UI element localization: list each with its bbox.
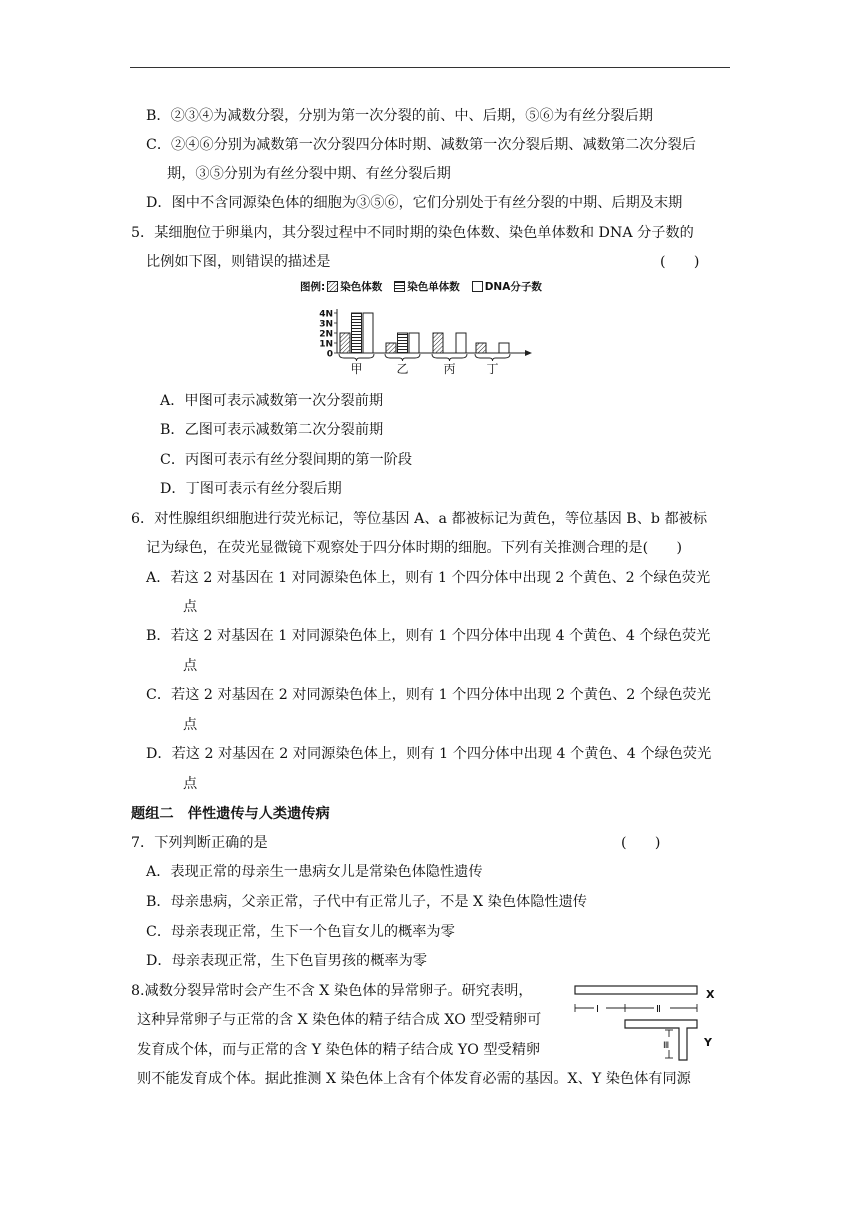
y-tick-label: 3N xyxy=(319,319,333,330)
q4-option-c-line1: C．②④⑥分别为减数第一次分裂四分体时期、减数第一次分裂后期、减数第二次分裂后 xyxy=(146,137,696,153)
q5-answer-blank: ( ) xyxy=(660,254,700,270)
header-rule xyxy=(130,67,730,68)
category-label: 甲 xyxy=(350,362,363,376)
bar xyxy=(352,313,362,353)
q7-stem: 7．下列判断正确的是 xyxy=(131,835,268,851)
y-label: Y xyxy=(704,1036,712,1049)
bar xyxy=(409,333,419,353)
chart-legend xyxy=(300,279,542,294)
q8-line2: 这种异常卵子与正常的含 X 染色体的精子结合成 XO 型受精卵可 xyxy=(137,1012,542,1028)
q4-option-c-line2: 期，③⑤分别为有丝分裂中期、有丝分裂后期 xyxy=(167,166,451,182)
segment-3-label: Ⅲ xyxy=(663,1041,670,1051)
q8-line1: 8.减数分裂异常时会产生不含 X 染色体的异常卵子。研究表明， xyxy=(131,983,533,999)
legend-swatch-chromosome xyxy=(327,281,338,292)
q4-option-d: D．图中不含同源染色体的细胞为③⑤⑥，它们分别处于有丝分裂的中期、后期及末期 xyxy=(146,195,683,211)
segment-1-label: Ⅰ xyxy=(596,1004,599,1015)
y-tick-label: 4N xyxy=(319,309,333,320)
legend-label-chromatid: 染色单体数 xyxy=(407,281,460,293)
q7-option-b: B．母亲患病，父亲正常，子代中有正常儿子，不是 X 染色体隐性遗传 xyxy=(146,894,587,910)
q6-option-c-line1: C．若这 2 对基因在 2 对同源染色体上，则有 1 个四分体中出现 2 个黄色、2 个绿色荧光 xyxy=(146,687,711,703)
legend-label-chromosome: 染色体数 xyxy=(340,281,383,293)
bar xyxy=(363,313,373,353)
q6-option-a-line1: A．若这 2 对基因在 1 对同源染色体上，则有 1 个四分体中出现 2 个黄色、2 个绿色荧光 xyxy=(146,570,711,586)
q4-option-b: B．②③④为减数分裂，分别为第一次分裂的前、中、后期，⑤⑥为有丝分裂后期 xyxy=(146,108,653,124)
x-label: X xyxy=(706,988,715,1001)
legend-swatch-chromatid xyxy=(394,281,405,292)
q8-line3: 发育成个体，而与正常的含 Y 染色体的精子结合成 YO 型受精卵 xyxy=(137,1042,541,1058)
category-brace xyxy=(339,354,374,361)
q7-option-c: C．母亲表现正常，生下一个色盲女儿的概率为零 xyxy=(146,924,455,940)
y-tick-label: 0 xyxy=(326,349,333,360)
category-label: 丙 xyxy=(443,362,456,376)
bar xyxy=(386,343,396,353)
legend-swatch-dna xyxy=(472,281,483,292)
x-axis-arrow xyxy=(525,350,532,356)
legend-label-dna: DNA分子数 xyxy=(484,281,542,293)
bar xyxy=(476,343,486,353)
ratio-bar-chart xyxy=(310,300,540,378)
q6-option-b-line2: 点 xyxy=(183,658,198,674)
q7-answer-blank: ( ) xyxy=(621,835,661,851)
category-brace xyxy=(385,354,420,361)
category-label: 丁 xyxy=(486,362,499,376)
q5-option-b: B．乙图可表示减数第二次分裂前期 xyxy=(160,422,384,438)
category-brace xyxy=(475,354,510,361)
q6-option-d-line1: D．若这 2 对基因在 2 对同源染色体上，则有 1 个四分体中出现 4 个黄色、4 个绿色荧光 xyxy=(146,746,712,762)
bar xyxy=(433,333,443,353)
x-chromosome-bar xyxy=(575,986,697,994)
q6-option-d-line2: 点 xyxy=(183,776,198,792)
q6-option-a-line2: 点 xyxy=(183,599,198,615)
xy-chromosome-diagram xyxy=(570,978,730,1062)
q5-stem-line1: 5．某细胞位于卵巢内，其分裂过程中不同时期的染色体数、染色单体数和 DNA 分子数的 xyxy=(131,225,694,241)
legend-prefix: 图例: xyxy=(300,281,326,293)
bar xyxy=(340,333,350,353)
q6-option-c-line2: 点 xyxy=(183,717,198,733)
bar xyxy=(456,333,466,353)
y-tick-label: 1N xyxy=(319,339,333,350)
q5-option-c: C．丙图可表示有丝分裂间期的第一阶段 xyxy=(160,452,413,468)
q7-option-d: D．母亲表现正常，生下色盲男孩的概率为零 xyxy=(146,953,427,969)
category-label: 乙 xyxy=(396,362,409,376)
q5-stem-line2: 比例如下图，则错误的描述是 xyxy=(146,254,331,270)
y-tick-label: 2N xyxy=(319,329,333,340)
q6-option-b-line1: B．若这 2 对基因在 1 对同源染色体上，则有 1 个四分体中出现 4 个黄色、4 个绿色荧光 xyxy=(146,628,711,644)
bar xyxy=(398,333,408,353)
segment-2-label: Ⅱ xyxy=(656,1004,661,1015)
q6-stem-line1: 6．对性腺组织细胞进行荧光标记，等位基因 A、a 都被标记为黄色，等位基因 B、b 都被标 xyxy=(131,511,708,527)
q6-stem-line2: 记为绿色，在荧光显微镜下观察处于四分体时期的细胞。下列有关推测合理的是( ) xyxy=(146,540,683,556)
q5-option-a: A．甲图可表示减数第一次分裂前期 xyxy=(160,393,384,409)
q8-line4: 则不能发育成个体。据此推测 X 染色体上含有个体发育必需的基因。X、Y 染色体有同源 xyxy=(137,1071,691,1087)
y-chromosome-shape xyxy=(625,1020,697,1060)
section-title-group2: 题组二 伴性遗传与人类遗传病 xyxy=(131,806,330,822)
bar xyxy=(499,343,509,353)
category-brace xyxy=(432,354,467,361)
q5-option-d: D．丁图可表示有丝分裂后期 xyxy=(160,481,342,497)
q7-option-a: A．表现正常的母亲生一患病女儿是常染色体隐性遗传 xyxy=(146,864,483,880)
